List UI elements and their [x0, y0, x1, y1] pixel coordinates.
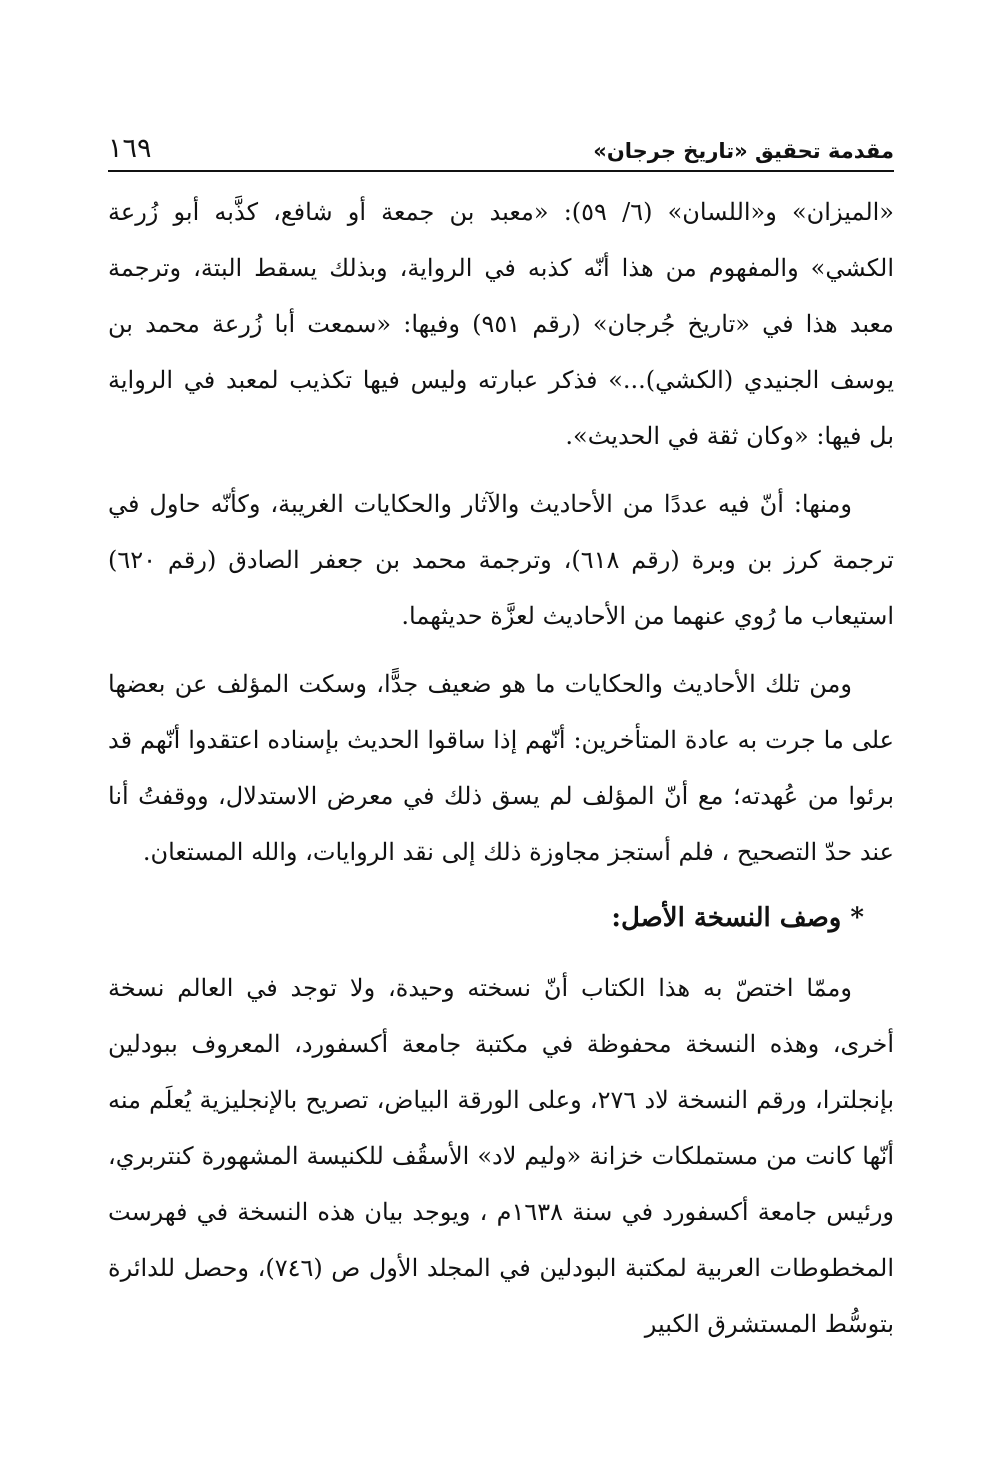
book-page — [108, 118, 894, 1352]
page-body — [108, 172, 894, 1352]
section-heading: * وصف النسخة الأصل: — [611, 903, 864, 933]
page-number: ١٦٩ — [108, 133, 152, 165]
section-paragraph-1: وممّا اختصّ به هذا الكتاب أنّ نسخته وحيدة، ولا توجد في العالم نسخة أخرى، وهذه النسخة محفوظة في مكتبة جامعة أكسفورد، المعروف ببودلين بإنجلترا، ورقم النسخة لاد ٢٧٦، وعلى الورقة البياض، تصريح بالإنجليزية يُعلَم منه أنّها كانت من مستملكات خزانة «وليم لاد» الأسقُف للكنيسة المشهورة كنتربري، ورئيس جامعة أكسفورد في سنة ١٦٣٨م ، ويوجد بيان هذه النسخة في فهرست المخطوطات العربية لمكتبة البودلين في المجلد الأول ص (٧٤٦)، وحصل للدائرة بتوسُّط المستشرق الكبير — [108, 974, 895, 1338]
paragraph-1: «الميزان» و«اللسان» (٦/ ٥٩): «معبد بن جمعة أو شافع، كذَّبه أبو زُرعة الكشي» والمفهوم من هذا أنّه كذبه في الرواية، وبذلك يسقط البتة، وترجمة معبد هذا في «تاريخ جُرجان» (رقم ٩٥١) وفيها: «سمعت أبا زُرعة محمد بن يوسف الجنيدي (الكشي)...» فذكر عبارته وليس فيها تكذيب لمعبد في الرواية بل فيها: «وكان ثقة في الحديث». — [108, 198, 894, 450]
paragraph-2: ومنها: أنّ فيه عددًا من الأحاديث والآثار والحكايات الغريبة، وكأنّه حاول في ترجمة كرز بن وبرة (رقم ٦١٨)، وترجمة محمد بن جعفر الصادق (رقم ٦٢٠) استيعاب ما رُوي عنهما من الأحاديث لعزَّة حديثهما. — [108, 490, 894, 630]
paragraph-3: ومن تلك الأحاديث والحكايات ما هو ضعيف جدًّا، وسكت المؤلف عن بعضها على ما جرت به عادة المتأخرين: أنّهم إذا ساقوا الحديث بإسناده اعتقدوا أنّهم قد برئوا من عُهدته؛ مع أنّ المؤلف لم يسق ذلك في معرض الاستدلال، ووقفتُ أنا عند حدّ التصحيح ، فلم أستجز مجاوزة ذلك إلى نقد الروايات، والله المستعان. — [108, 670, 895, 866]
page-header — [108, 118, 894, 172]
running-title: مقدمة تحقيق «تاريخ جرجان» — [593, 138, 894, 163]
